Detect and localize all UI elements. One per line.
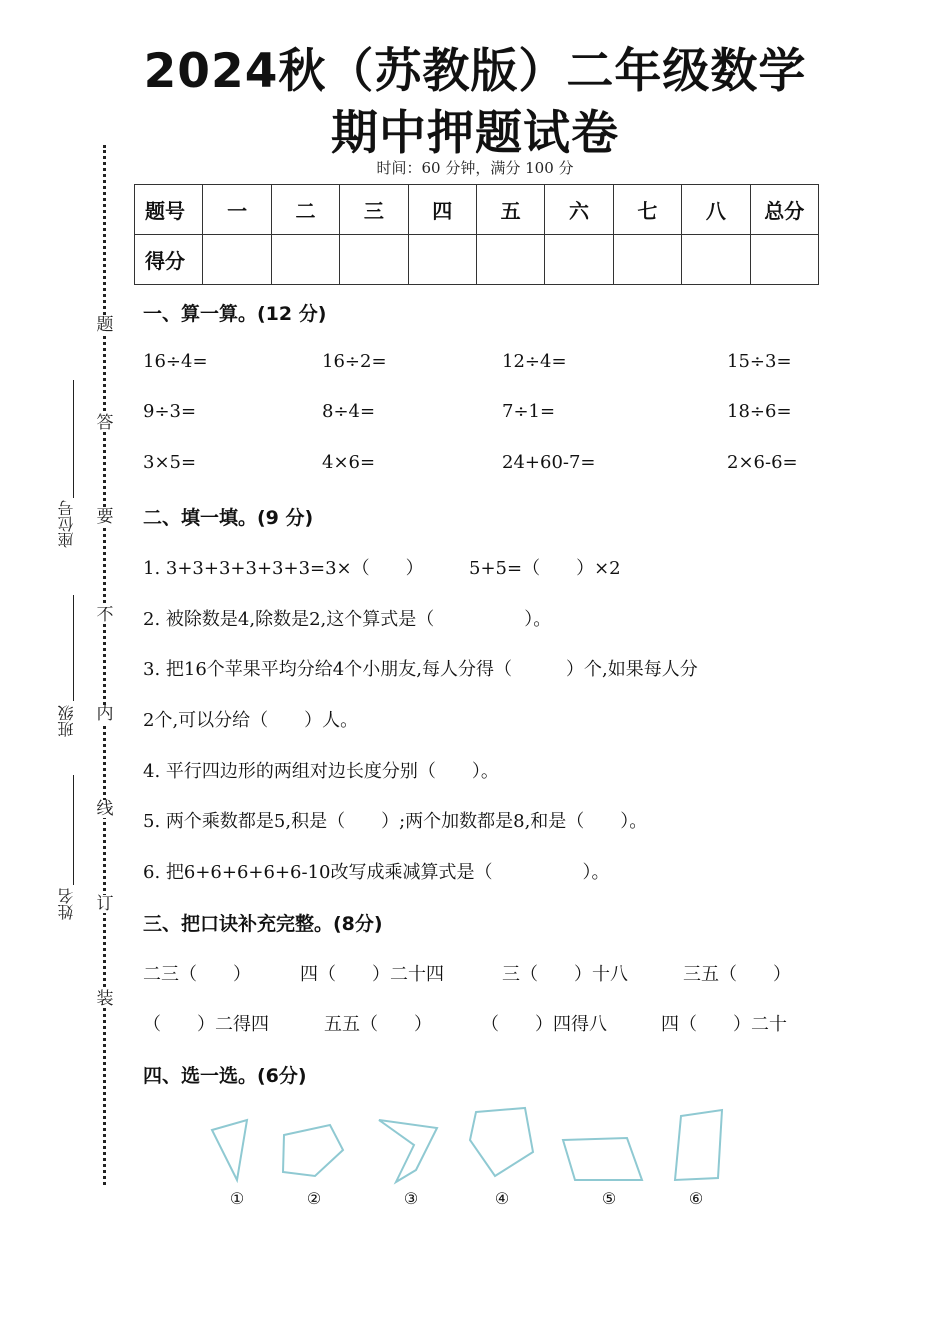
margin-char: 内	[96, 704, 114, 724]
calc-problem: 4×6=	[322, 452, 376, 473]
score-table	[134, 184, 819, 285]
exam-time-info: 时间：60 分钟，满分 100 分	[376, 159, 574, 177]
score-entry-cell[interactable]	[545, 235, 613, 285]
mnemonic-item: 三五（ ）	[683, 964, 791, 985]
score-entry-cell[interactable]	[750, 235, 818, 285]
class-label: 班级	[57, 705, 76, 737]
score-table-cell: 三	[340, 185, 408, 235]
calc-problem: 8÷4=	[322, 401, 376, 422]
score-table-cell: 总分	[750, 185, 818, 235]
fill-question-5: 5. 两个乘数都是5,积是（ ）;两个加数都是8,和是（ ）。	[143, 811, 648, 832]
fill-question-3b: 2个,可以分给（ ）人。	[143, 710, 359, 731]
calc-problem: 15÷3=	[727, 351, 792, 372]
margin-char: 订	[96, 894, 114, 914]
fill-question-6: 6. 把6+6+6+6+6-10改写成乘减算式是（ ）。	[143, 862, 610, 883]
score-entry-cell[interactable]	[613, 235, 681, 285]
score-table-header-row	[135, 185, 819, 235]
score-table-cell: 一	[203, 185, 271, 235]
section1-title: 一、算一算。(12 分)	[143, 303, 327, 325]
fill-question-1a: 1. 3+3+3+3+3+3=3×（ ）	[143, 558, 424, 579]
mnemonic-item: 三（ ）十八	[502, 964, 628, 985]
margin-char: 题	[96, 315, 114, 335]
calc-problem: 24+60-7=	[502, 452, 596, 473]
seat-number-label: 座位号	[57, 500, 76, 548]
fill-question-3a: 3. 把16个苹果平均分给4个小朋友,每人分得（ ）个,如果每人分	[143, 659, 698, 680]
shape-4-pentagon	[470, 1108, 533, 1176]
shape-label-2: ②	[306, 1189, 322, 1208]
calc-problem: 16÷2=	[322, 351, 387, 372]
section3-title: 三、把口诀补充完整。(8分)	[143, 913, 383, 935]
score-entry-cell[interactable]	[476, 235, 544, 285]
binding-dotted-line	[103, 145, 106, 1185]
shape-label-3: ③	[403, 1189, 419, 1208]
score-table-score-row	[135, 235, 819, 285]
calc-problem: 2×6-6=	[727, 452, 798, 473]
mnemonic-item: （ ）四得八	[481, 1014, 607, 1035]
score-entry-cell[interactable]	[203, 235, 271, 285]
shape-label-6: ⑥	[688, 1189, 704, 1208]
fill-question-2: 2. 被除数是4,除数是2,这个算式是（ ）。	[143, 609, 552, 630]
margin-char: 装	[96, 989, 114, 1009]
fill-question-1b: 5+5=（ ）×2	[469, 558, 621, 579]
mnemonic-item: 二三（ ）	[143, 964, 251, 985]
calc-problem: 3×5=	[143, 452, 197, 473]
shape-label-4: ④	[494, 1189, 510, 1208]
score-table-cell: 五	[476, 185, 544, 235]
margin-char: 答	[96, 413, 114, 433]
class-blank[interactable]	[73, 595, 74, 701]
score-table-cell: 八	[682, 185, 750, 235]
name-blank[interactable]	[73, 775, 74, 885]
shape-2-pentagon	[283, 1125, 343, 1176]
calc-problem: 9÷3=	[143, 401, 197, 422]
margin-char: 不	[96, 605, 114, 625]
margin-char: 要	[96, 507, 114, 527]
score-table-cell: 七	[613, 185, 681, 235]
page-title-line2: 期中押题试卷	[331, 106, 619, 161]
calc-problem: 12÷4=	[502, 351, 567, 372]
score-table-cell: 四	[408, 185, 476, 235]
page-title-line1: 2024秋（苏教版）二年级数学	[143, 44, 807, 99]
mnemonic-item: （ ）二得四	[143, 1014, 269, 1035]
mnemonic-item: 四（ ）二十	[661, 1014, 787, 1035]
fill-question-4: 4. 平行四边形的两组对边长度分别（ ）。	[143, 761, 499, 782]
calc-problem: 18÷6=	[727, 401, 792, 422]
mnemonic-item: 五五（ ）	[324, 1014, 432, 1035]
section4-title: 四、选一选。(6分)	[143, 1065, 307, 1087]
score-entry-cell[interactable]	[340, 235, 408, 285]
score-entry-cell[interactable]	[682, 235, 750, 285]
shape-label-5: ⑤	[601, 1189, 617, 1208]
score-table-cell: 六	[545, 185, 613, 235]
score-table-cell: 二	[271, 185, 339, 235]
shape-1-triangle	[212, 1120, 247, 1180]
margin-char: 线	[96, 799, 114, 819]
shape-5-parallelogram	[563, 1138, 642, 1180]
seat-number-blank[interactable]	[73, 380, 74, 498]
shapes-figure	[200, 1100, 740, 1190]
calc-problem: 7÷1=	[502, 401, 556, 422]
shape-label-1: ①	[229, 1189, 245, 1208]
score-row-label: 得分	[135, 235, 203, 285]
score-entry-cell[interactable]	[408, 235, 476, 285]
score-entry-cell[interactable]	[271, 235, 339, 285]
score-table-cell: 题号	[135, 185, 203, 235]
shape-3-concave	[379, 1120, 437, 1182]
name-label: 姓名	[57, 888, 76, 920]
shape-6-trapezoid	[675, 1110, 722, 1180]
section2-title: 二、填一填。(9 分)	[143, 507, 314, 529]
calc-problem: 16÷4=	[143, 351, 208, 372]
mnemonic-item: 四（ ）二十四	[300, 964, 444, 985]
